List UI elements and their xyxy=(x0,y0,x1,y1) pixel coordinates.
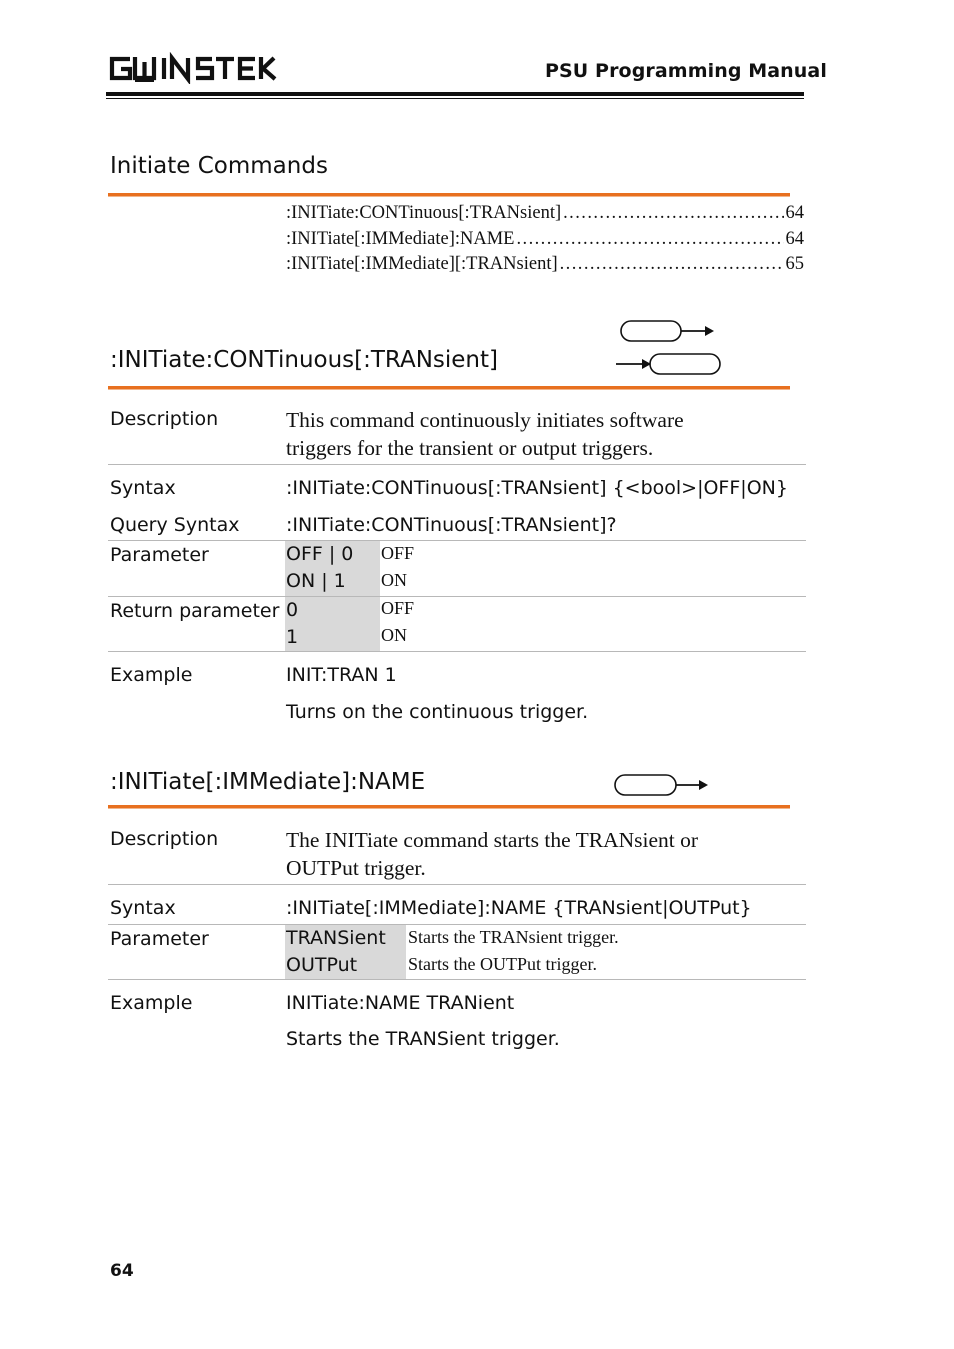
parameter-desc: Starts the OUTPut trigger. xyxy=(408,954,597,974)
description-text xyxy=(286,826,698,882)
parameter-desc: ON xyxy=(381,570,407,590)
command-title: :INITiate[:IMMediate]:NAME xyxy=(110,769,426,795)
description-line: triggers for the transient or output triggers. xyxy=(286,436,654,460)
example-note: Turns on the continuous trigger. xyxy=(286,701,589,723)
parameter-value: OFF | 0 xyxy=(286,543,354,565)
gw-instek-logo xyxy=(108,52,278,84)
parameter-desc: Starts the TRANsient trigger. xyxy=(408,927,619,947)
return-parameter-label: Return parameter xyxy=(110,600,280,622)
row-divider xyxy=(108,596,806,597)
toc-entry-page: 65 xyxy=(785,254,804,274)
toc-leader-dots xyxy=(560,254,784,275)
query-syntax-label: Query Syntax xyxy=(110,514,240,536)
return-value-cell xyxy=(285,597,380,651)
parameter-value: TRANSient xyxy=(286,927,386,949)
section-rule xyxy=(108,193,790,197)
toc-leader-dots xyxy=(516,229,783,250)
toc-entry-page: 64 xyxy=(785,203,804,223)
return-desc: OFF xyxy=(381,598,415,618)
return-value: 1 xyxy=(286,626,299,648)
query-command-icon xyxy=(614,351,724,377)
description-line: The INITiate command starts the TRANsient or xyxy=(286,828,699,852)
description-label: Description xyxy=(110,408,219,430)
return-desc: ON xyxy=(381,625,407,645)
row-divider xyxy=(108,464,806,465)
set-command-icon xyxy=(615,318,717,344)
parameter-desc-cell xyxy=(381,540,414,594)
toc-entry-command: :INITiate:CONTinuous[:TRANsient] xyxy=(286,203,562,223)
syntax-value: :INITiate:CONTinuous[:TRANsient] {<bool>|OFF|ON} xyxy=(286,477,788,499)
section-rule xyxy=(108,805,790,809)
query-syntax-value: :INITiate:CONTinuous[:TRANsient]? xyxy=(286,514,617,536)
parameter-label: Parameter xyxy=(110,928,209,950)
header-rule-thin xyxy=(106,98,804,99)
header-rule xyxy=(106,92,804,96)
parameter-value: ON | 1 xyxy=(286,570,346,592)
parameter-label: Parameter xyxy=(110,544,209,566)
description-text xyxy=(286,406,684,462)
return-value: 0 xyxy=(286,599,299,621)
row-divider xyxy=(108,540,806,541)
example-value: INIT:TRAN 1 xyxy=(286,664,397,686)
syntax-label: Syntax xyxy=(110,477,176,499)
return-desc-cell xyxy=(381,595,414,649)
row-divider xyxy=(108,651,806,652)
description-line: This command continuously initiates software xyxy=(286,408,684,432)
row-divider xyxy=(108,979,806,980)
parameter-value-cell xyxy=(285,541,380,596)
toc-entry-command: :INITiate[:IMMediate][:TRANsient] xyxy=(286,254,558,274)
section-rule xyxy=(108,386,790,390)
example-note: Starts the TRANSient trigger. xyxy=(286,1028,560,1050)
manual-title: PSU Programming Manual xyxy=(545,60,827,82)
toc-entry[interactable] xyxy=(286,229,804,250)
toc-entry-page: 64 xyxy=(785,229,804,249)
syntax-label: Syntax xyxy=(110,897,176,919)
example-label: Example xyxy=(110,992,193,1014)
parameter-desc-cell xyxy=(408,924,619,978)
syntax-value: :INITiate[:IMMediate]:NAME {TRANsient|OUTPut} xyxy=(286,897,752,919)
toc-entry[interactable] xyxy=(286,203,804,224)
example-label: Example xyxy=(110,664,193,686)
description-line: OUTPut trigger. xyxy=(286,856,426,880)
row-divider xyxy=(108,884,806,885)
toc-entry[interactable] xyxy=(286,254,804,275)
section-title: Initiate Commands xyxy=(110,153,328,179)
example-value: INITiate:NAME TRANient xyxy=(286,992,515,1014)
parameter-desc: OFF xyxy=(381,543,415,563)
command-title: :INITiate:CONTinuous[:TRANsient] xyxy=(110,347,499,373)
description-label: Description xyxy=(110,828,219,850)
parameter-value-cell xyxy=(285,925,406,979)
page-number: 64 xyxy=(110,1261,134,1281)
parameter-value: OUTPut xyxy=(286,954,358,976)
set-command-icon xyxy=(609,772,711,798)
toc-leader-dots xyxy=(563,203,783,224)
toc-entry-command: :INITiate[:IMMediate]:NAME xyxy=(286,229,515,249)
